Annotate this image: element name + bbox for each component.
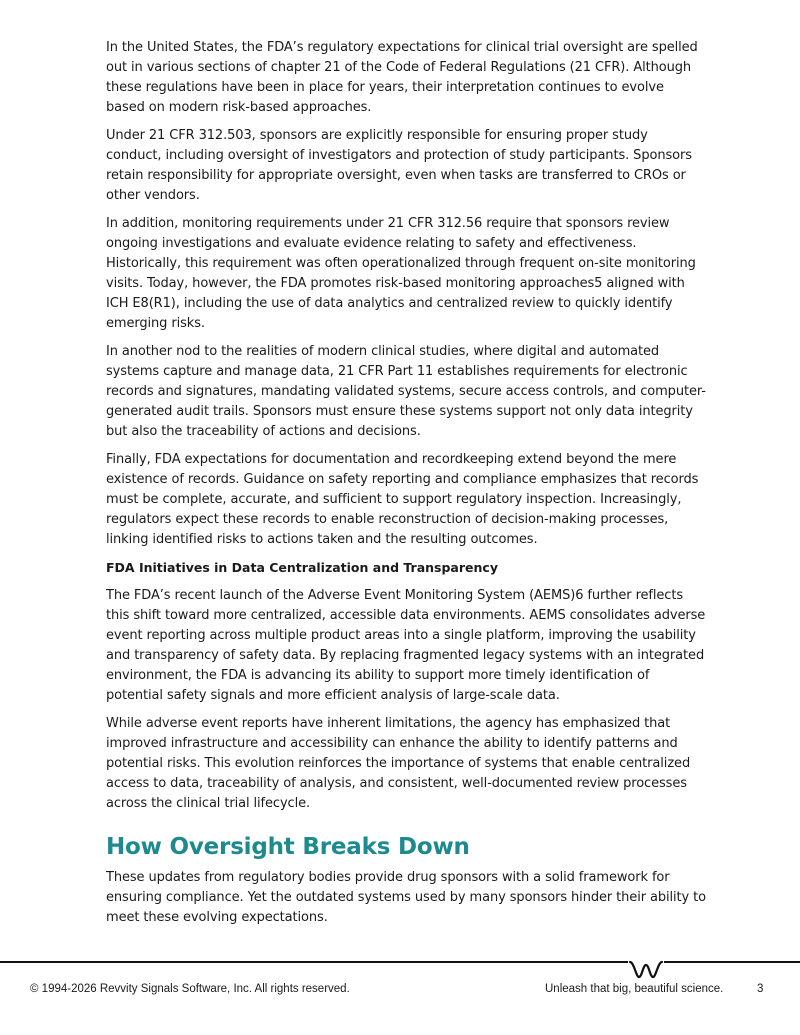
page-content	[106, 38, 706, 936]
body-paragraph: While adverse event reports have inherent limitations, the agency has emphasized that improved infrastructure and accessibility can enhance the ability to identify patterns and potential risks. This evolution reinforces the importance of systems that enable centralized access to data, traceability of analysis, and consistent, well-documented review processes across the clinical trial lifecycle.	[106, 716, 691, 811]
body-paragraph: In another nod to the realities of modern clinical studies, where digital and automated systems capture and manage data, 21 CFR Part 11 establishes requirements for electronic records and signatures, mandating validated systems, secure access controls, and computer-generated audit trails. Sponsors must ensure these systems support not only data integrity but also the traceability of actions and decisions.	[106, 344, 706, 439]
body-paragraph: In the United States, the FDA’s regulatory expectations for clinical trial oversight are spelled out in various sections of chapter 21 of the Code of Federal Regulations (21 CFR). Although these regulations have been in place for years, their interpretation continues to evolve based on modern risk-based approaches.	[106, 40, 698, 115]
revvity-logo-icon	[628, 955, 664, 981]
body-paragraph: Finally, FDA expectations for documentation and recordkeeping extend beyond the mere existence of records. Guidance on safety reporting and compliance emphasizes that records must be complete, accurate, and sufficient to support regulatory inspection. Increasingly, regulators expect these records to enable reconstruction of decision-making processes, linking identified risks to actions taken and the resulting outcomes.	[106, 452, 699, 547]
body-paragraph: Under 21 CFR 312.503, sponsors are explicitly responsible for ensuring proper study conduct, including oversight of investigators and protection of study participants. Sponsors retain responsibility for appropriate oversight, even when tasks are transferred to CROs or other vendors.	[106, 128, 692, 203]
footer-copyright: © 1994-2026 Revvity Signals Software, Inc. All rights reserved.	[30, 983, 350, 995]
footer-tagline: Unleash that big, beautiful science.	[545, 983, 724, 995]
body-paragraph: The FDA’s recent launch of the Adverse Event Monitoring System (AEMS)6 further reflects this shift toward more centralized, accessible data environments. AEMS consolidates adverse event reporting across multiple product areas into a single platform, improving the usability and transparency of safety data. By replacing fragmented legacy systems with an integrated environment, the FDA is advancing its ability to support more timely identification of potential safety signals and more efficient analysis of large-scale data.	[106, 588, 706, 703]
section-title: How Oversight Breaks Down	[106, 834, 470, 860]
footer-divider	[0, 961, 800, 963]
body-paragraph: These updates from regulatory bodies provide drug sponsors with a solid framework for ensuring compliance. Yet the outdated systems used by many sponsors hinder their ability to meet these evolving expectations.	[106, 870, 707, 925]
page-number: 3	[757, 983, 764, 995]
body-paragraph: In addition, monitoring requirements under 21 CFR 312.56 require that sponsors review ongoing investigations and evaluate evidence relating to safety and effectiveness. Historically, this requirement was often operationalized through frequent on-site monitoring visits. Today, however, the FDA promotes risk-based monitoring approaches5 aligned with ICH E8(R1), including the use of data analytics and centralized review to quickly identify emerging risks.	[106, 216, 696, 331]
subheading: FDA Initiatives in Data Centralization and Transparency	[106, 560, 498, 575]
